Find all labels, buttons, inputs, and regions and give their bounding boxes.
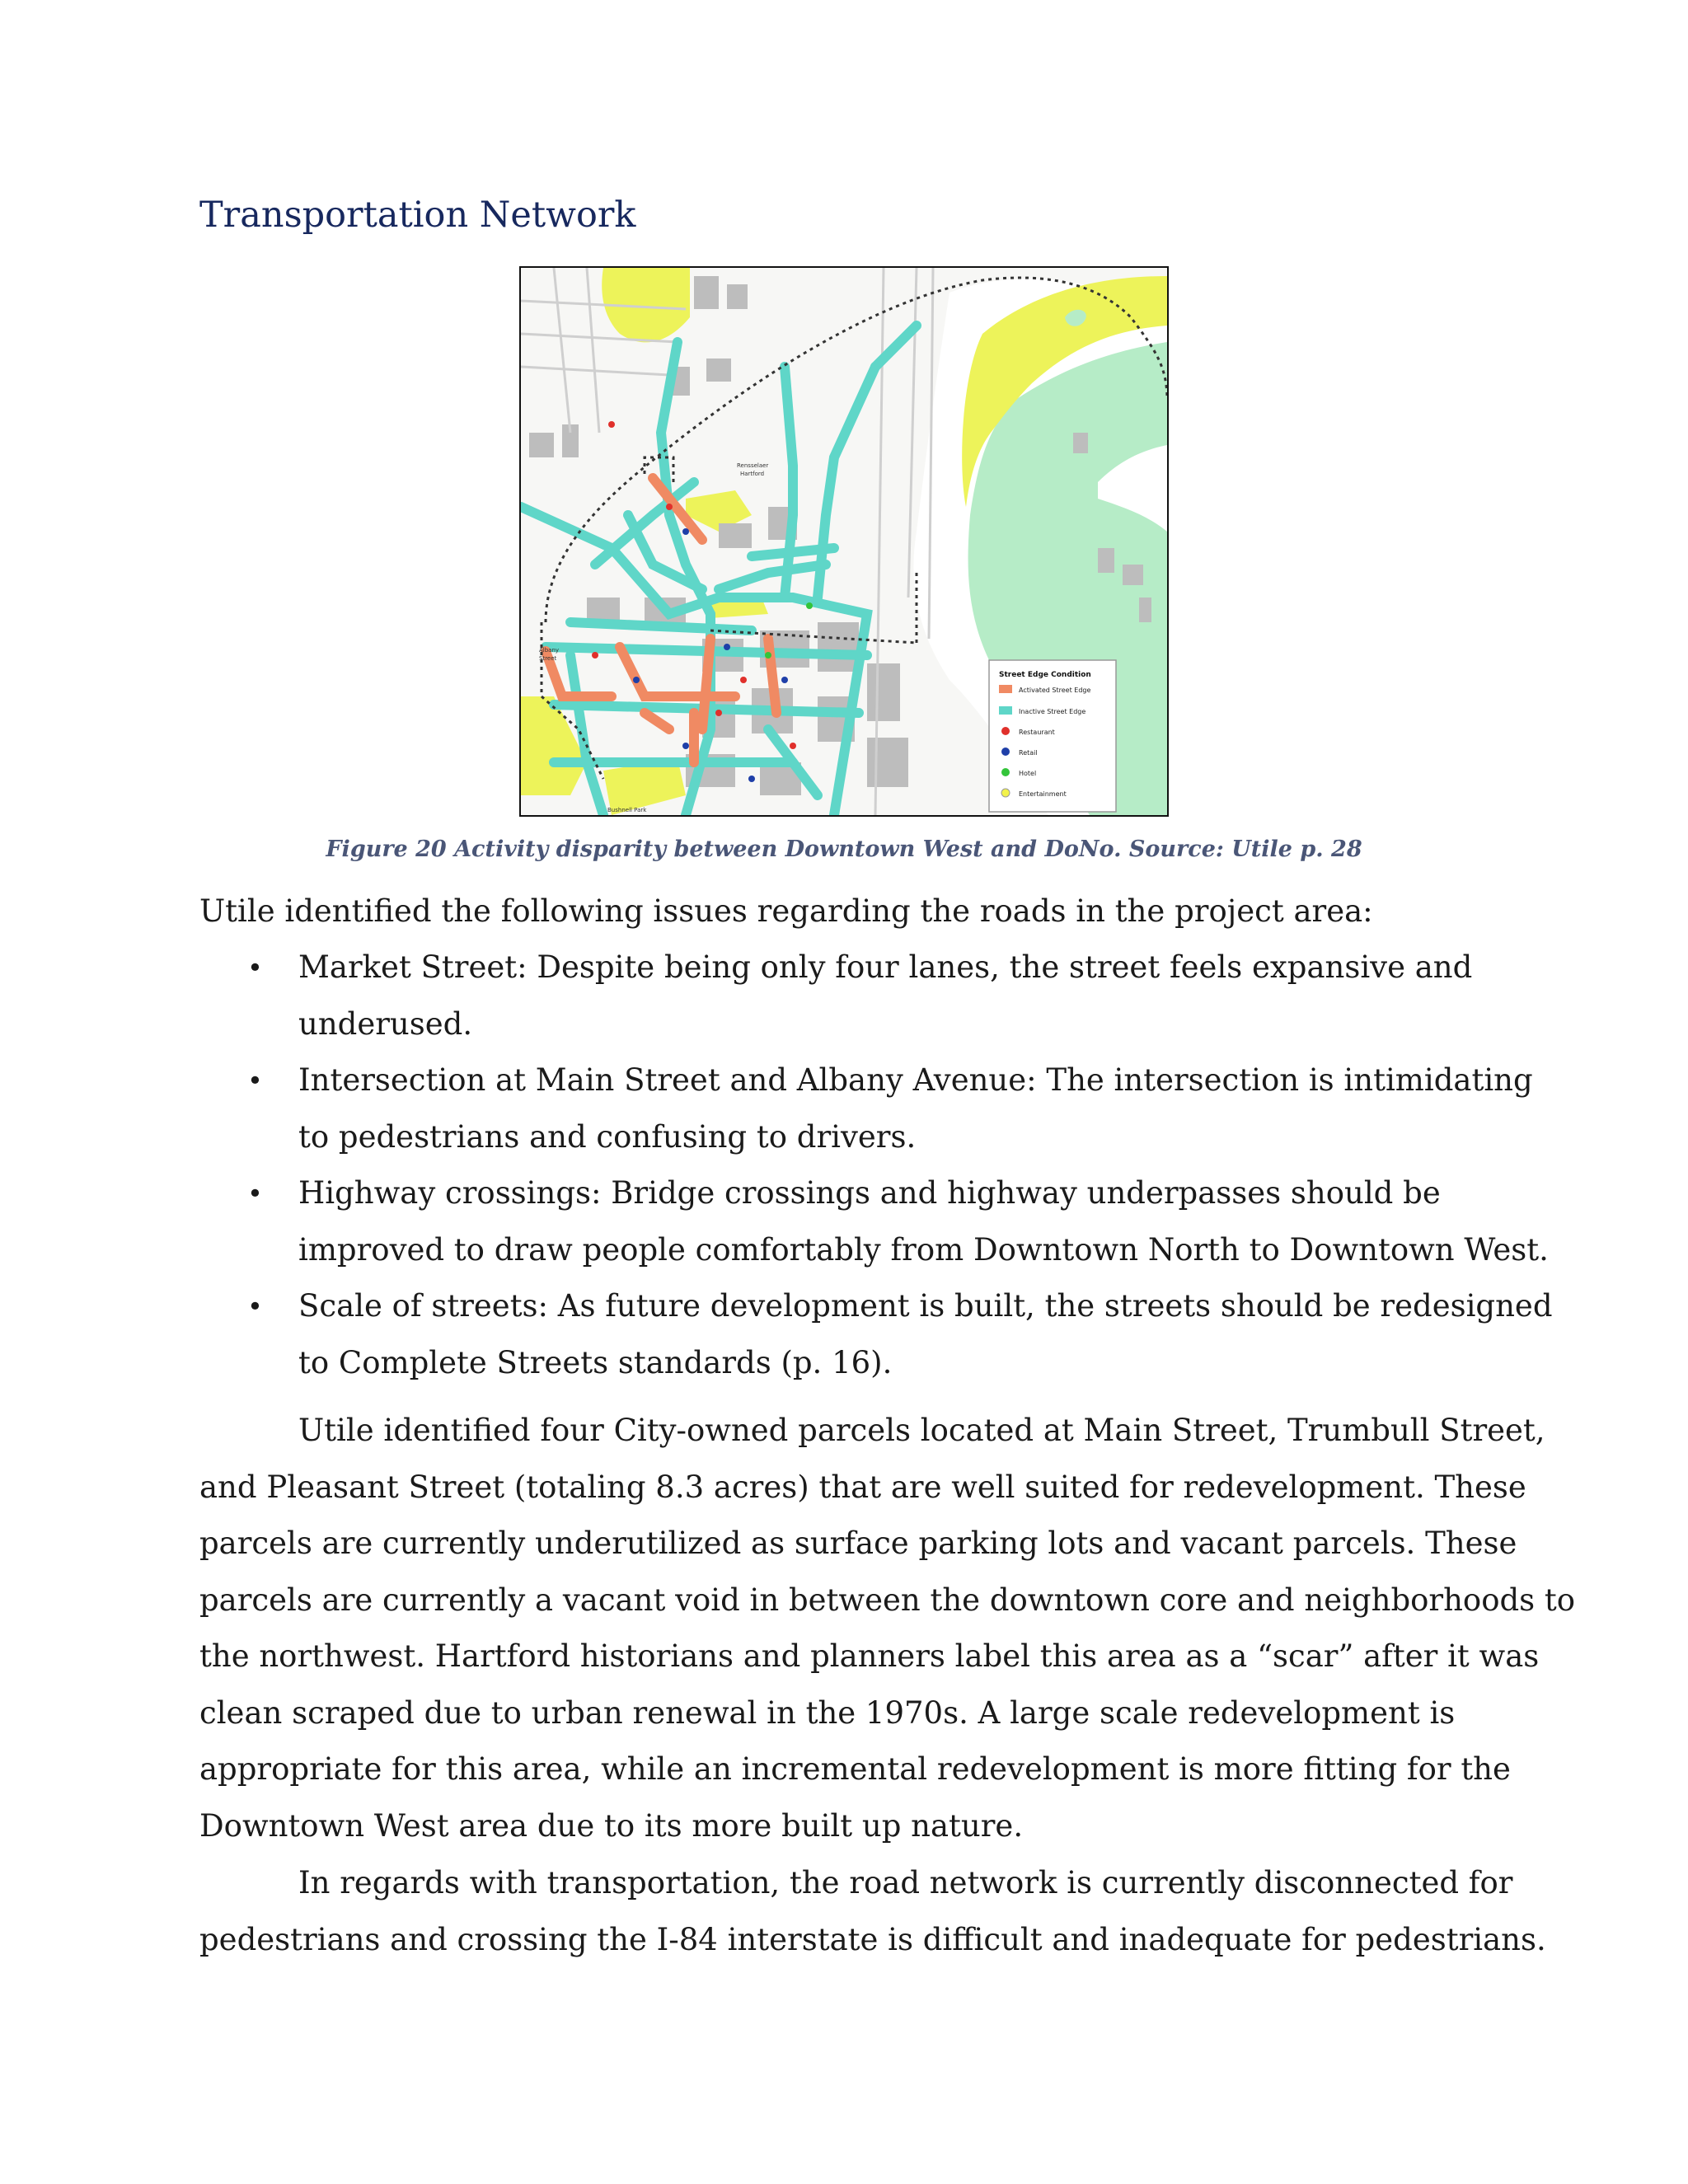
legend-item-inactive: Inactive Street Edge bbox=[1019, 708, 1086, 715]
legend-dot-hotel bbox=[1001, 768, 1010, 776]
list-item-line: improved to draw people comfortably from Downtown North to Downtown West. bbox=[298, 1231, 1549, 1268]
list-item-line: Intersection at Main Street and Albany Avenue: The intersection is intimidating bbox=[298, 1062, 1533, 1098]
legend-item-restaurant: Restaurant bbox=[1019, 729, 1055, 736]
paragraph-line: Downtown West area due to its more built up nature. bbox=[199, 1807, 1024, 1844]
list-item-line: Highway crossings: Bridge crossings and highway underpasses should be bbox=[298, 1175, 1441, 1211]
map-legend bbox=[989, 660, 1116, 812]
legend-item-retail: Retail bbox=[1019, 749, 1038, 757]
legend-swatch-inactive bbox=[999, 706, 1012, 715]
paragraph-line: parcels are currently underutilized as surface parking lots and vacant parcels. These bbox=[199, 1526, 1517, 1561]
legend-dot-restaurant bbox=[1001, 727, 1010, 735]
map-label-rensselaer: Rensselaer bbox=[737, 462, 769, 469]
list-item-line: to pedestrians and confusing to drivers. bbox=[298, 1118, 917, 1155]
map-label-street: Street bbox=[539, 655, 557, 662]
legend-item-activated: Activated Street Edge bbox=[1019, 687, 1091, 694]
legend-item-hotel: Hotel bbox=[1019, 770, 1037, 777]
body-paragraph bbox=[199, 1855, 1546, 1968]
issues-list bbox=[199, 940, 1553, 1391]
legend-swatch-activated bbox=[999, 685, 1012, 693]
figure-caption: Figure 20 Activity disparity between Downtown West and DoNo. Source: Utile p. 28 bbox=[326, 837, 1362, 862]
bullet-icon: • bbox=[247, 1178, 263, 1209]
paragraph-line: the northwest. Hartford historians and planners label this area as a “scar” after it was bbox=[199, 1638, 1540, 1674]
paragraph-line: pedestrians and crossing the I-84 interstate is difficult and inadequate for pedestrians. bbox=[199, 1921, 1546, 1957]
list-item bbox=[199, 1278, 1553, 1391]
paragraph-line: and Pleasant Street (totaling 8.3 acres) that are well suited for redevelopment. These bbox=[199, 1469, 1526, 1505]
bullet-icon: • bbox=[247, 1065, 263, 1096]
list-item-line: Market Street: Despite being only four lanes, the street feels expansive and bbox=[298, 949, 1473, 985]
bullet-icon: • bbox=[247, 1291, 263, 1322]
paragraph-line bbox=[199, 1855, 1513, 1912]
paragraph-line-text: In regards with transportation, the road network is currently disconnected for bbox=[298, 1865, 1513, 1900]
intro-sentence: Utile identified the following issues regarding the roads in the project area: bbox=[199, 893, 1373, 929]
list-item-line: underused. bbox=[298, 1005, 473, 1042]
list-item bbox=[199, 1165, 1549, 1278]
list-item-line: Scale of streets: As future development is built, the streets should be redesigned bbox=[298, 1288, 1553, 1324]
section-heading: Transportation Network bbox=[199, 194, 636, 236]
paragraph-line bbox=[199, 1403, 1545, 1460]
map-label-bushnell-park: Bushnell Park bbox=[607, 807, 647, 813]
paragraph-line: clean scraped due to urban renewal in the 1970s. A large scale redevelopment is bbox=[199, 1694, 1456, 1731]
map-label-albany: Albany bbox=[539, 647, 560, 654]
street-edge-map bbox=[521, 268, 1167, 815]
bullet-icon: • bbox=[247, 952, 263, 983]
legend-dot-entertainment bbox=[1001, 789, 1010, 797]
list-item-line: to Complete Streets standards (p. 16). bbox=[298, 1344, 893, 1380]
legend-title: Street Edge Condition bbox=[999, 671, 1091, 679]
figure-map bbox=[519, 266, 1169, 817]
legend-item-entertainment: Entertainment bbox=[1019, 790, 1067, 798]
paragraph-line: appropriate for this area, while an incremental redevelopment is more fitting for the bbox=[199, 1751, 1511, 1787]
paragraph-line: parcels are currently a vacant void in between the downtown core and neighborhoods to bbox=[199, 1582, 1576, 1618]
list-item bbox=[199, 1052, 1533, 1165]
paragraph-line-text: Utile identified four City-owned parcels located at Main Street, Trumbull Street, bbox=[298, 1413, 1545, 1448]
body-paragraph bbox=[199, 1403, 1576, 1854]
list-item bbox=[199, 940, 1518, 1052]
legend-dot-retail bbox=[1001, 748, 1010, 756]
map-label-hartford: Hartford bbox=[740, 471, 765, 477]
